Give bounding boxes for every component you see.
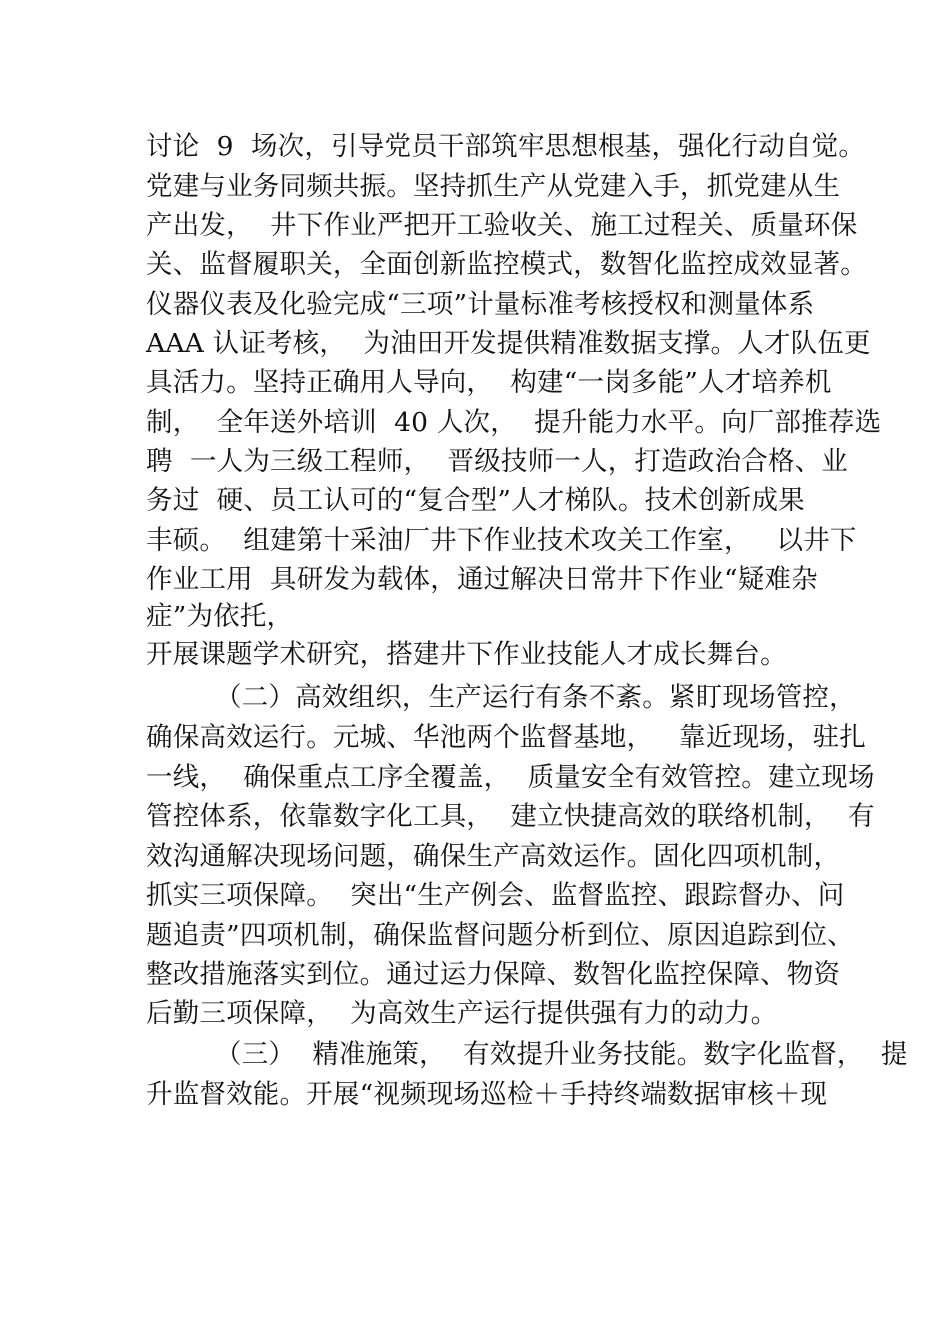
- text-line: 管控体系，依靠数字化工具， 建立快捷高效的联络机制， 有: [146, 801, 875, 832]
- text-line: （二）高效组织，生产运行有条不紊。紧盯现场管控，: [146, 682, 856, 713]
- text-line: 党建与业务同频共振。坚持抓生产从党建入手，抓党建从生: [146, 171, 841, 202]
- text-line: 升监督效能。开展“视频现场巡检＋手持终端数据审核＋现: [146, 1079, 828, 1110]
- text-line: 题追责”四项机制，确保监督问题分析到位、原因追踪到位、: [146, 920, 854, 951]
- text-line: 仪器仪表及化验完成“三项”计量标准考核授权和测量体系: [146, 289, 815, 320]
- text-line: 产出发， 井下作业严把开工验收关、施工过程关、质量环保: [146, 210, 858, 241]
- text-line: 具活力。坚持正确用人导向， 构建“一岗多能”人才培养机: [146, 367, 832, 398]
- text-line: 效沟通解决现场问题，确保生产高效运作。固化四项机制，: [146, 841, 841, 872]
- text-line: 丰硕。 组建第十采油厂井下作业技术攻关工作室， 以井下: [146, 525, 857, 556]
- text-line: 一线， 确保重点工序全覆盖， 质量安全有效管控。建立现场: [146, 762, 875, 793]
- text-line: AAA 认证考核， 为油田开发提供精准数据支撑。人才队伍更: [146, 328, 871, 359]
- text-line: 务过 硬、员工认可的“复合型”人才梯队。技术创新成果: [146, 485, 805, 516]
- text-line: 作业工用 具研发为载体，通过解决日常井下作业“疑难杂: [146, 564, 818, 595]
- text-line: 聘 一人为三级工程师， 晋级技师一人，打造政治合格、业: [146, 446, 848, 477]
- text-line: 讨论 9 场次，引导党员干部筑牢思想根基，强化行动自觉。: [146, 131, 866, 162]
- text-line: 确保高效运行。元城、华池两个监督基地， 靠近现场，驻扎: [146, 722, 867, 753]
- text-line: 开展课题学术研究，搭建井下作业技能人才成长舞台。: [146, 639, 787, 670]
- text-line: 制， 全年送外培训 40 人次， 提升能力水平。向厂部推荐选: [146, 407, 882, 438]
- text-line: 后勤三项保障， 为高效生产运行提供强有力的动力。: [146, 998, 778, 1029]
- text-line: 整改措施落实到位。通过运力保障、数智化监控保障、物资: [146, 959, 841, 990]
- text-line: 关、监督履职关，全面创新监控模式，数智化监控成效显著。: [146, 249, 867, 280]
- text-line: （三） 精准施策， 有效提升业务技能。数字化监督， 提: [146, 1039, 908, 1070]
- text-line: 症”为依托，: [146, 601, 294, 632]
- text-line: 抓实三项保障。 突出“生产例会、监督监控、跟踪督办、问: [146, 880, 845, 911]
